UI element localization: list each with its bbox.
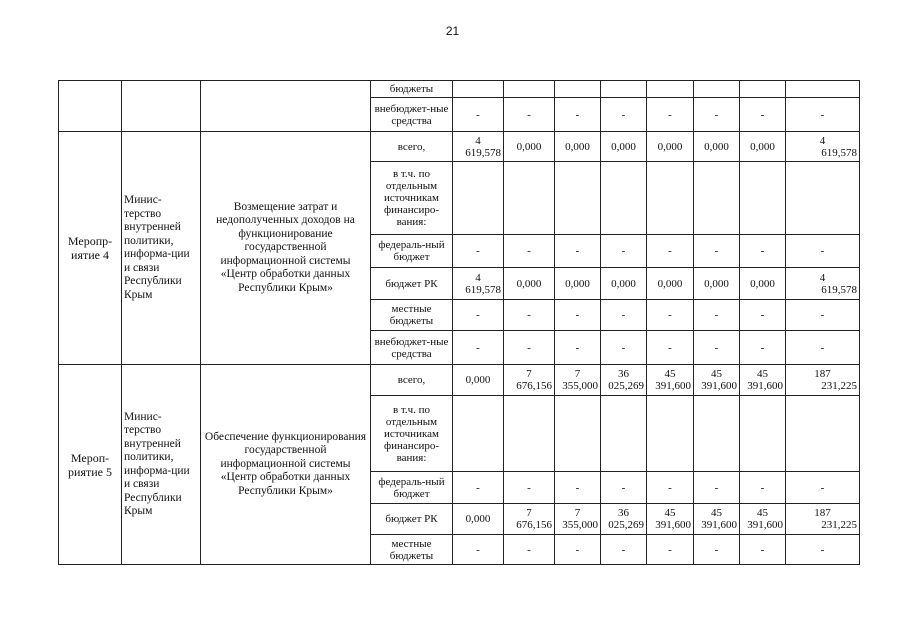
value-cell: - bbox=[647, 535, 694, 565]
total-cell bbox=[786, 396, 860, 472]
table-row bbox=[59, 81, 860, 98]
source-cell: федераль-ный бюджет bbox=[371, 235, 453, 268]
value-cell: - bbox=[504, 300, 555, 331]
total-cell bbox=[786, 162, 860, 235]
value-cell: - bbox=[647, 235, 694, 268]
value-cell: - bbox=[647, 331, 694, 365]
value-cell bbox=[453, 396, 504, 472]
total-cell: 4 619,578 bbox=[786, 268, 860, 300]
total-cell: - bbox=[786, 98, 860, 132]
value-cell: 45 391,600 bbox=[694, 365, 740, 396]
value-cell: 0,000 bbox=[504, 268, 555, 300]
source-cell: бюджеты bbox=[371, 81, 453, 98]
value-cell: - bbox=[453, 535, 504, 565]
value-cell bbox=[453, 162, 504, 235]
source-cell: внебюджет-ные средства bbox=[371, 98, 453, 132]
value-cell: 36 025,269 bbox=[601, 365, 647, 396]
total-cell: 4 619,578 bbox=[786, 132, 860, 162]
value-cell: - bbox=[601, 535, 647, 565]
budget-body bbox=[59, 81, 860, 565]
table-row bbox=[59, 365, 860, 396]
value-cell bbox=[740, 396, 786, 472]
value-cell: - bbox=[740, 300, 786, 331]
executor-cell bbox=[122, 81, 201, 132]
value-cell: - bbox=[601, 98, 647, 132]
value-cell: - bbox=[555, 300, 601, 331]
value-cell: 0,000 bbox=[453, 365, 504, 396]
source-cell: всего, bbox=[371, 365, 453, 396]
value-cell: 0,000 bbox=[601, 132, 647, 162]
value-cell: - bbox=[601, 472, 647, 504]
total-cell: - bbox=[786, 535, 860, 565]
value-cell bbox=[694, 162, 740, 235]
value-cell: - bbox=[740, 235, 786, 268]
value-cell: - bbox=[453, 235, 504, 268]
value-cell bbox=[647, 162, 694, 235]
value-cell: 7 355,000 bbox=[555, 504, 601, 535]
value-cell: - bbox=[504, 331, 555, 365]
value-cell: - bbox=[740, 535, 786, 565]
value-cell bbox=[555, 396, 601, 472]
value-cell: 0,000 bbox=[555, 268, 601, 300]
value-cell: - bbox=[555, 98, 601, 132]
value-cell: 45 391,600 bbox=[647, 504, 694, 535]
value-cell: - bbox=[694, 535, 740, 565]
value-cell: - bbox=[555, 331, 601, 365]
value-cell: - bbox=[453, 472, 504, 504]
total-cell: - bbox=[786, 300, 860, 331]
value-cell: - bbox=[694, 331, 740, 365]
value-cell bbox=[555, 81, 601, 98]
value-cell: 4 619,578 bbox=[453, 132, 504, 162]
value-cell: - bbox=[740, 331, 786, 365]
value-cell: 0,000 bbox=[740, 268, 786, 300]
source-cell: местные бюджеты bbox=[371, 300, 453, 331]
source-cell: внебюджет-ные средства bbox=[371, 331, 453, 365]
activity-description: Возмещение затрат и недополученных доходов на функционирование государственной информационной системы «Центр обработки данных Республики Крым» bbox=[201, 132, 371, 365]
value-cell: 0,000 bbox=[601, 268, 647, 300]
value-cell: 0,000 bbox=[647, 268, 694, 300]
activity-cell bbox=[59, 81, 122, 132]
value-cell: 7 676,156 bbox=[504, 504, 555, 535]
value-cell: - bbox=[647, 472, 694, 504]
value-cell: 7 676,156 bbox=[504, 365, 555, 396]
value-cell: 4 619,578 bbox=[453, 268, 504, 300]
source-cell: федераль-ный бюджет bbox=[371, 472, 453, 504]
activity-description: Обеспечение функционирования государственной информационной системы «Центр обработки данных Республики Крым» bbox=[201, 365, 371, 565]
value-cell: - bbox=[694, 472, 740, 504]
total-cell: 187 231,225 bbox=[786, 504, 860, 535]
total-cell: - bbox=[786, 331, 860, 365]
description-cell bbox=[201, 81, 371, 132]
value-cell: - bbox=[740, 472, 786, 504]
value-cell: - bbox=[694, 235, 740, 268]
budget-table bbox=[58, 80, 860, 565]
value-cell bbox=[504, 162, 555, 235]
value-cell: 0,000 bbox=[694, 268, 740, 300]
source-cell: бюджет РК bbox=[371, 268, 453, 300]
activity-name: Мероп-риятие 5 bbox=[59, 365, 122, 565]
value-cell: 45 391,600 bbox=[647, 365, 694, 396]
value-cell: - bbox=[601, 235, 647, 268]
source-cell: в т.ч. по отдельным источникам финансиро-вания: bbox=[371, 162, 453, 235]
value-cell bbox=[601, 162, 647, 235]
value-cell: - bbox=[453, 98, 504, 132]
value-cell bbox=[504, 81, 555, 98]
value-cell: 0,000 bbox=[740, 132, 786, 162]
value-cell: - bbox=[453, 300, 504, 331]
value-cell: 0,000 bbox=[647, 132, 694, 162]
total-cell: - bbox=[786, 472, 860, 504]
total-cell bbox=[786, 81, 860, 98]
source-cell: бюджет РК bbox=[371, 504, 453, 535]
source-cell: в т.ч. по отдельным источникам финансиро-вания: bbox=[371, 396, 453, 472]
value-cell bbox=[555, 162, 601, 235]
value-cell: - bbox=[555, 472, 601, 504]
total-cell: - bbox=[786, 235, 860, 268]
value-cell: - bbox=[504, 98, 555, 132]
value-cell bbox=[601, 81, 647, 98]
value-cell bbox=[453, 81, 504, 98]
value-cell: - bbox=[601, 300, 647, 331]
value-cell: 36 025,269 bbox=[601, 504, 647, 535]
value-cell: - bbox=[555, 235, 601, 268]
source-cell: всего, bbox=[371, 132, 453, 162]
value-cell: - bbox=[694, 98, 740, 132]
value-cell bbox=[647, 81, 694, 98]
value-cell bbox=[740, 81, 786, 98]
value-cell: 0,000 bbox=[694, 132, 740, 162]
value-cell bbox=[694, 396, 740, 472]
value-cell: 45 391,600 bbox=[740, 504, 786, 535]
page-number: 21 bbox=[445, 24, 460, 38]
value-cell: - bbox=[555, 535, 601, 565]
value-cell: - bbox=[740, 98, 786, 132]
value-cell bbox=[694, 81, 740, 98]
value-cell: 45 391,600 bbox=[694, 504, 740, 535]
value-cell: - bbox=[647, 300, 694, 331]
value-cell: 7 355,000 bbox=[555, 365, 601, 396]
table-row bbox=[59, 132, 860, 162]
executor-name: Минис-терство внутренней политики, информа-ции и связи Республики Крым bbox=[122, 365, 201, 565]
value-cell: - bbox=[504, 535, 555, 565]
value-cell bbox=[504, 396, 555, 472]
value-cell bbox=[647, 396, 694, 472]
activity-name: Меропр-иятие 4 bbox=[59, 132, 122, 365]
source-cell: местные бюджеты bbox=[371, 535, 453, 565]
executor-name: Минис-терство внутренней политики, информа-ции и связи Республики Крым bbox=[122, 132, 201, 365]
value-cell bbox=[601, 396, 647, 472]
value-cell: 0,000 bbox=[504, 132, 555, 162]
value-cell bbox=[740, 162, 786, 235]
value-cell: - bbox=[504, 235, 555, 268]
total-cell: 187 231,225 bbox=[786, 365, 860, 396]
value-cell: 45 391,600 bbox=[740, 365, 786, 396]
value-cell: - bbox=[647, 98, 694, 132]
value-cell: - bbox=[504, 472, 555, 504]
value-cell: 0,000 bbox=[555, 132, 601, 162]
value-cell: - bbox=[694, 300, 740, 331]
value-cell: - bbox=[453, 331, 504, 365]
value-cell: - bbox=[601, 331, 647, 365]
value-cell: 0,000 bbox=[453, 504, 504, 535]
